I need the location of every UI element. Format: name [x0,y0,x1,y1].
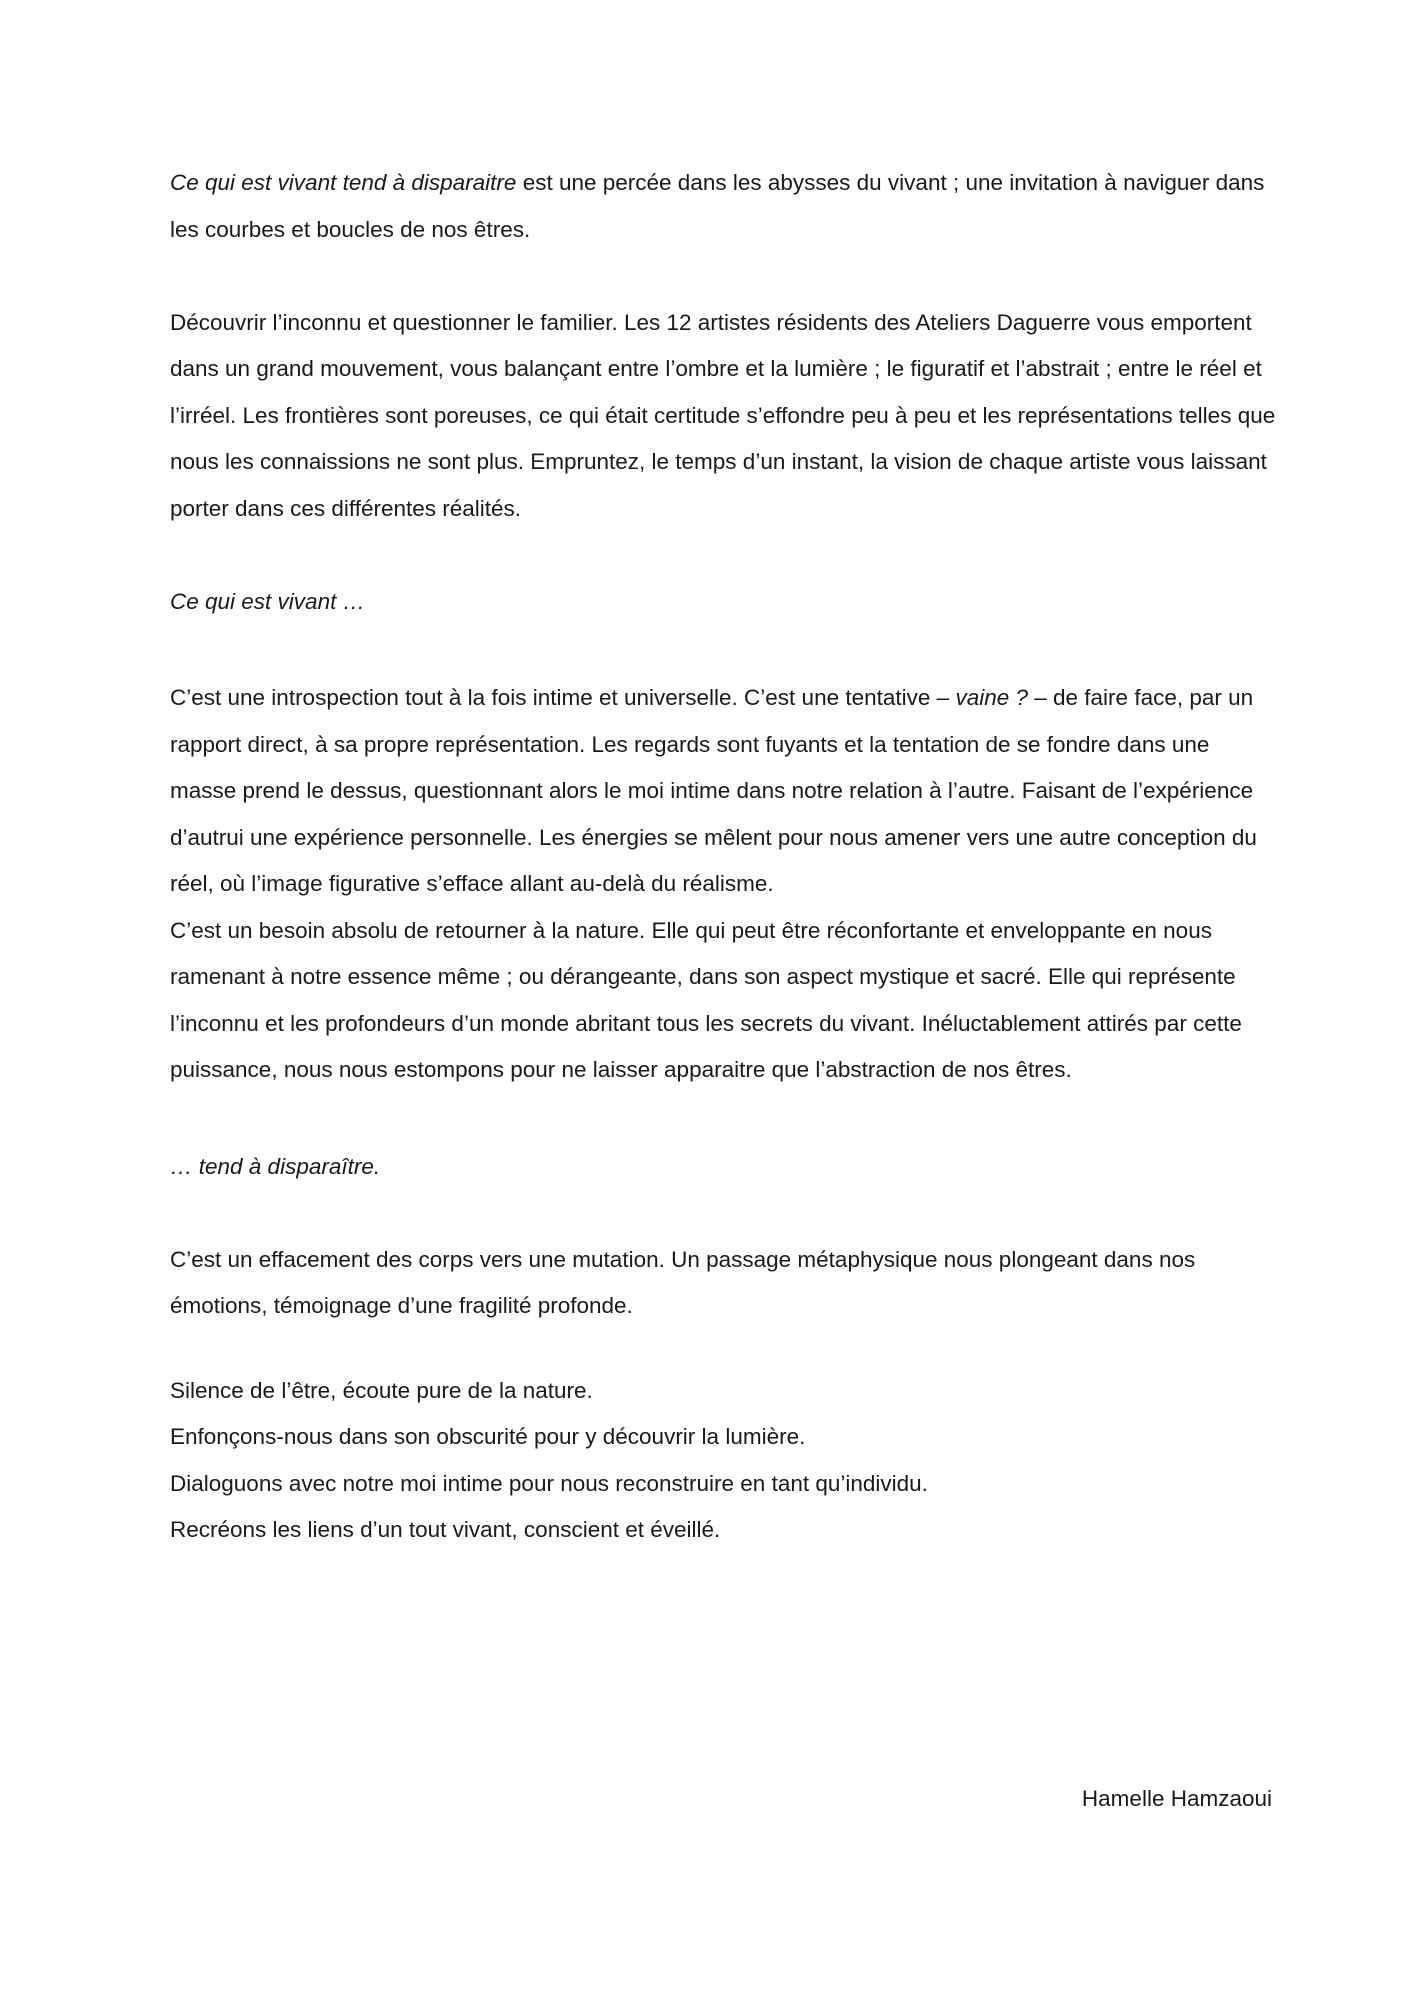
closing-line: Recréons les liens d’un tout vivant, conscient et éveillé. [170,1517,721,1542]
introspection-italic: vaine ? [955,685,1028,710]
intro-text: est une percée dans les abysses du vivant ; une invitation à naviguer dans les courbes et boucles de nos êtres. [170,170,1265,242]
introspection-text-start: C’est une introspection tout à la fois intime et universelle. C’est une tentative – [170,685,956,710]
section-heading-vivant: Ce qui est vivant … [170,588,366,614]
closing-line: Enfonçons-nous dans son obscurité pour y découvrir la lumière. [170,1424,806,1449]
introspection-text-end: – de faire face, par un rapport direct, à sa propre représentation. Les regards sont fuyants et la tentation de se fondre dans une masse prend le dessus, questionnant alors le moi intime dans notre relation à l’autre. Faisant de l’expérience d’autrui une expérience personnelle. Les énergies se mêlent pour nous amener vers une autre conception du réel, où l’image figurative s’efface allant au-delà du réalisme. [170,685,1257,896]
intro-paragraph [170,160,1278,253]
closing-line: Dialoguons avec notre moi intime pour nous reconstruire en tant qu’individu. [170,1470,928,1496]
closing-line: Silence de l’être, écoute pure de la nature. [170,1377,593,1403]
introspection-paragraph [170,675,1278,908]
effacement-paragraph: C’est un effacement des corps vers une mutation. Un passage métaphysique nous plongeant dans nos émotions, témoignage d’une fragilité profonde. [170,1246,1196,1318]
discover-paragraph: Découvrir l’inconnu et questionner le familier. Les 12 artistes résidents des Ateliers Daguerre vous emportent dans un grand mouvement, vous balançant entre l’ombre et la lumière ; le figuratif et l’abstrait ; entre le réel et l’irréel. Les frontières sont poreuses, ce qui était certitude s’effondre peu à peu et les représentations telles que nous les connaissions ne sont plus. Empruntez, le temps d’un instant, la vision de chaque artiste vous laissant porter dans ces différentes réalités. [170,309,1276,521]
exhibition-title: Ce qui est vivant tend à disparaitre [170,170,517,195]
author-signature: Hamelle Hamzaoui [1081,1786,1272,1811]
nature-paragraph: C’est un besoin absolu de retourner à la nature. Elle qui peut être réconfortante et enveloppante en nous ramenant à notre essence même ; ou dérangeante, dans son aspect mystique et sacré. Elle qui représente l’inconnu et les profondeurs d’un monde abritant tous les secrets du vivant. Inéluctablement attirés par cette puissance, nous nous estompons pour ne laisser apparaitre que l’abstraction de nos êtres. [170,917,1242,1082]
section-heading-disparaitre: … tend à disparaître. [170,1153,381,1179]
document-body [170,160,1278,1554]
closing-lines [170,1368,1278,1554]
